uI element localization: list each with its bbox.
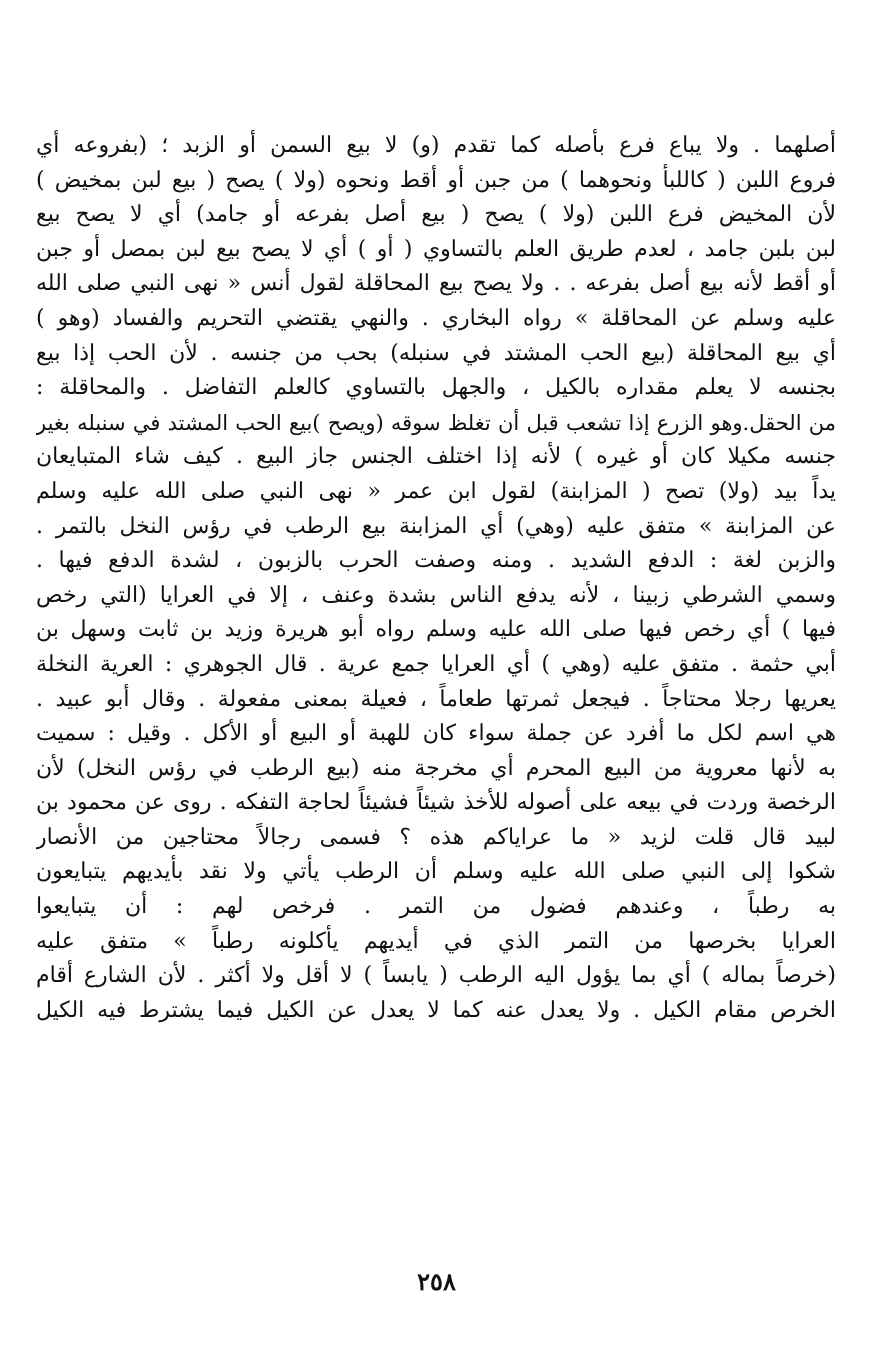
text-line: هي اسم لكل ما أفرد عن جملة سواء كان للهبة أو البيع أو الأكل . وقيل : سميت <box>36 721 836 747</box>
text-line: لبيد قال قلت لزيد « ما عراياكم هذه ؟ فسمى رجالاً محتاجين من الأنصار <box>36 824 836 850</box>
text-line: فيها ) أي رخص فيها صلى الله عليه وسلم رواه أبو هريرة وزيد بن ثابت وسهل بن <box>36 617 836 643</box>
text-line: لأن المخيض فرع اللبن (ولا ) يصح ( بيع أصل بفرعه أو جامد) أي لا يصح بيع <box>36 202 836 228</box>
text-line: الرخصة وردت في بيعه على أصوله للأخذ شيئاً فشيئاً لحاجة التفكه . روى عن محمود بن <box>36 790 836 816</box>
text-line: بجنسه لا يعلم مقداره بالكيل ، والجهل بالتساوي كالعلم التفاضل . والمحاقلة : <box>36 375 836 401</box>
text-line: الخرص مقام الكيل . ولا يعدل عنه كما لا يعدل عن الكيل فيما يشترط فيه الكيل <box>36 997 836 1023</box>
text-line: من الحقل.وهو الزرع إذا تشعب قبل أن تغلظ سوقه (ويصح )بيع الحب المشتد في سنبله بغير <box>36 410 836 435</box>
text-line: جنسه مكيلا كان أو غيره ) لأنه إذا اختلف الجنس جاز البيع . كيف شاء المتبايعان <box>36 444 836 470</box>
text-line: أبي حثمة . متفق عليه (وهي ) أي العرايا جمع عرية . قال الجوهري : العرية النخلة <box>36 651 836 677</box>
text-line: فروع اللبن ( كاللبأ ونحوهما ) من جبن أو أقط ونحوه (ولا ) يصح ( بيع لبن بمخيض ) <box>36 167 836 193</box>
body-text <box>36 129 836 1028</box>
text-line: (خرصاً بماله ) أي بما يؤول اليه الرطب ( يابساً ) لا أقل ولا أكثر . لأن الشارع أقام <box>36 963 836 989</box>
text-line: شكوا إلى النبي صلى الله عليه وسلم أن الرطب يأتي ولا نقد بأيديهم يتبايعون <box>36 859 836 885</box>
text-line: عليه وسلم عن المحاقلة » رواه البخاري . والنهي يقتضي التحريم والفساد (وهو ) <box>36 305 836 331</box>
text-line: أو أقط لأنه بيع أصل بفرعه . . ولا يصح بيع المحاقلة لقول أنس « نهى النبي صلى الله <box>36 271 836 297</box>
text-line: والزبن لغة : الدفع الشديد . ومنه وصفت الحرب بالزبون ، لشدة الدفع فيها . <box>36 548 836 574</box>
text-line: به رطباً ، وعندهم فضول من التمر . فرخص لهم : أن يتبايعوا <box>36 894 836 920</box>
text-line: العرايا بخرصها من التمر الذي في أيديهم يأكلونه رطباً » متفق عليه <box>36 928 836 954</box>
text-line: يعريها رجلا محتاجاً . فيجعل ثمرتها طعاماً ، فعيلة بمعنى مفعولة . وقال أبو عبيد . <box>36 686 836 712</box>
page-number: ٢٥٨ <box>417 1267 456 1296</box>
text-line: وسمي الشرطي زبينا ، لأنه يدفع الناس بشدة وعنف ، إلا في العرايا (التي رخص <box>36 582 836 608</box>
text-line: أي بيع المحاقلة (بيع الحب المشتد في سنبله) بحب من جنسه . لأن الحب إذا بيع <box>36 340 836 366</box>
text-line: يداً بيد (ولا) تصح ( المزابنة) لقول ابن عمر « نهى النبي صلى الله عليه وسلم <box>36 478 836 504</box>
text-line: لبن بلبن جامد ، لعدم طريق العلم بالتساوي ( أو ) أي لا يصح بيع لبن بمصل أو جبن <box>36 236 836 262</box>
text-line: أصلهما . ولا يباع فرع بأصله كما تقدم (و) لا بيع السمن أو الزبد ؛ (بفروعه أي <box>36 133 836 158</box>
text-line: به لأنها معروية من البيع المحرم أي مخرجة منه (بيع الرطب في رؤس النخل) لأن <box>36 755 836 781</box>
text-line: عن المزابنة » متفق عليه (وهي) أي المزابنة بيع الرطب في رؤس النخل بالتمر . <box>36 513 836 539</box>
